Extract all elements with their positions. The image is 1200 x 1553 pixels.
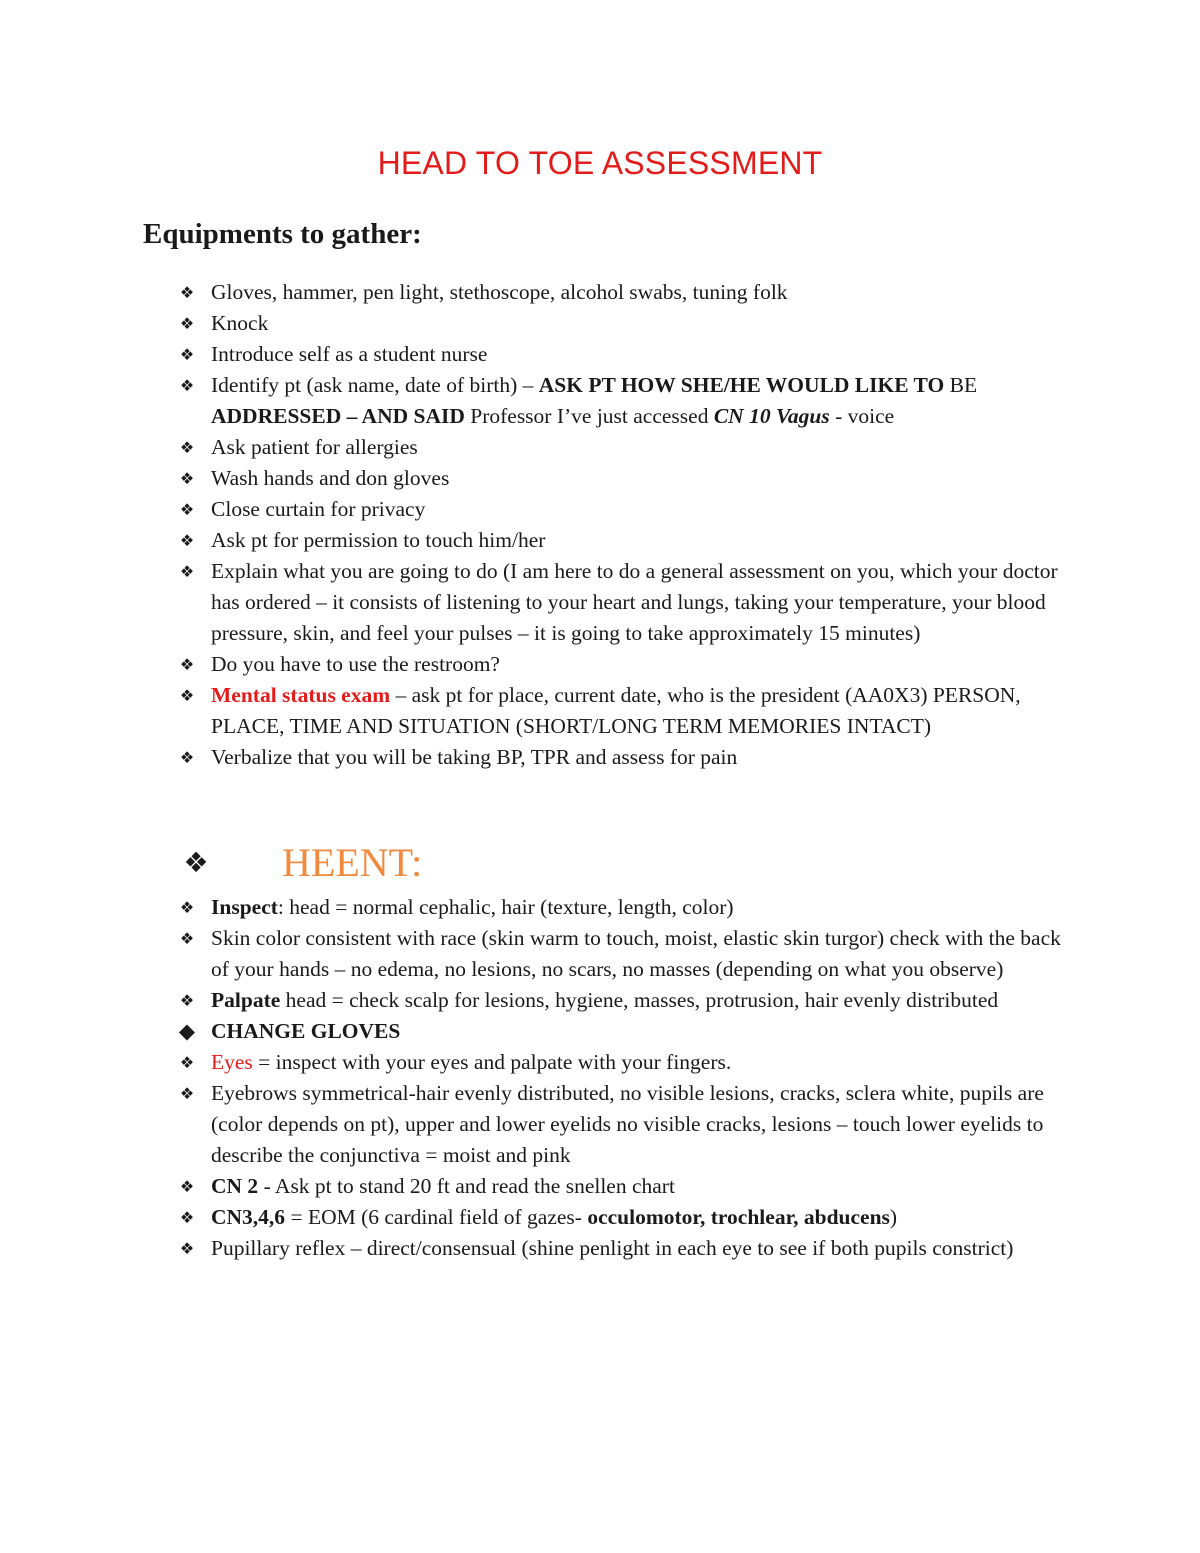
list-item-text: Professor I’ve just accessed (464, 404, 714, 428)
list-item (176, 892, 1076, 923)
list-item (176, 339, 1076, 370)
list-item-text: - voice (829, 404, 895, 428)
diamond-bullet-icon: ❖ (179, 345, 195, 364)
list-item-text: : head = normal cephalic, hair (texture, length, color) (277, 895, 734, 919)
list-item-text: Gloves, hammer, pen light, stethoscope, alcohol swabs, tuning folk (211, 280, 788, 304)
list-item (176, 494, 1076, 525)
list-item (176, 556, 1076, 649)
list-item (176, 370, 1076, 432)
list-item (176, 308, 1076, 339)
list-item-bold-text: occulomotor, trochlear, abducens (587, 1205, 890, 1229)
heent-heading: HEENT: (282, 840, 423, 885)
list-item-bold-text: Palpate (211, 988, 281, 1012)
list-item-text: Introduce self as a student nurse (211, 342, 488, 366)
equipment-list (176, 277, 1076, 773)
diamond-bullet-icon: ❖ (179, 562, 195, 581)
list-item-emphasis: CN 10 Vagus (713, 404, 830, 428)
list-item-text: Do you have to use the restroom? (211, 652, 500, 676)
solid-diamond-bullet-icon: ◆ (178, 1019, 196, 1043)
list-item-text: Explain what you are going to do (I am here to do a general assessment on you, which your doctor has ordered – it consists of listening to your heart and lungs, taking your temperature, your blood pressure, skin, and feel your pulses – it is going to take approximately 15 minutes) (211, 559, 1058, 645)
diamond-bullet-icon: ❖ (179, 283, 195, 302)
list-item-text: Wash hands and don gloves (211, 466, 450, 490)
list-item-text: Knock (211, 311, 269, 335)
list-item-text: – ask pt for place, current date, who is the president (AA0X3) PERSON, PLACE, TIME AND SITUATION (SHORT/LONG TERM MEMORIES INTACT) (211, 683, 1021, 738)
diamond-bullet-icon: ❖ (179, 1239, 195, 1258)
list-item-bold-text: CN3,4,6 (211, 1205, 286, 1229)
diamond-bullet-icon: ❖ (179, 991, 195, 1010)
list-item-text: = inspect with your eyes and palpate with your fingers. (252, 1050, 732, 1074)
diamond-bullet-icon: ❖ (179, 1053, 195, 1072)
diamond-bullet-icon: ❖ (179, 655, 195, 674)
diamond-bullet-icon: ❖ (179, 686, 195, 705)
diamond-bullet-icon: ❖ (179, 748, 195, 767)
list-item (176, 463, 1076, 494)
heent-list (176, 892, 1076, 1264)
list-item (176, 649, 1076, 680)
list-item (176, 742, 1076, 773)
diamond-bullet-icon: ❖ (179, 1208, 195, 1227)
list-item (176, 680, 1076, 742)
list-item (176, 1202, 1076, 1233)
list-item-bold-text: ASK PT HOW SHE/HE WOULD LIKE TO (538, 373, 950, 397)
list-item-text: Close curtain for privacy (211, 497, 426, 521)
list-item-text: Ask patient for allergies (211, 435, 418, 459)
diamond-bullet-icon: ❖ (183, 846, 209, 879)
list-item-text: Ask pt for permission to touch him/her (211, 528, 546, 552)
list-item-text: Eyebrows symmetrical-hair evenly distributed, no visible lesions, cracks, sclera white, pupils are (color depends on pt), upper and lower eyelids no visible cracks, lesions – touch lower eyelids to describe the conjunctiva = moist and pink (211, 1081, 1044, 1167)
diamond-bullet-icon: ❖ (179, 314, 195, 333)
list-item-bold-text: Inspect (211, 895, 278, 919)
page-title: HEAD TO TOE ASSESSMENT (377, 145, 823, 181)
list-item-text: head = check scalp for lesions, hygiene, masses, protrusion, hair evenly distributed (280, 988, 999, 1012)
list-item (176, 1171, 1076, 1202)
list-item (176, 1047, 1076, 1078)
list-item-text: Pupillary reflex – direct/consensual (shine penlight in each eye to see if both pupils constrict) (211, 1236, 1014, 1260)
list-item-text: Skin color consistent with race (skin warm to touch, moist, elastic skin turgor) check with the back of your hands – no edema, no lesions, no scars, no masses (depending on what you observe) (211, 926, 1061, 981)
diamond-bullet-icon: ❖ (179, 929, 195, 948)
list-item-text: Identify pt (ask name, date of birth) – (211, 373, 539, 397)
diamond-bullet-icon: ❖ (179, 438, 195, 457)
list-item (176, 1233, 1076, 1264)
list-item (176, 923, 1076, 985)
list-item (176, 432, 1076, 463)
equipment-heading: Equipments to gather: (143, 218, 422, 250)
mental-status-label: Mental status exam (211, 683, 391, 707)
change-gloves-label: CHANGE GLOVES (211, 1019, 401, 1043)
list-item-text: Verbalize that you will be taking BP, TPR and assess for pain (211, 745, 738, 769)
eyes-label: Eyes (211, 1050, 253, 1074)
diamond-bullet-icon: ❖ (179, 898, 195, 917)
list-item (176, 1078, 1076, 1171)
list-item-text: - Ask pt to stand 20 ft and read the snellen chart (258, 1174, 675, 1198)
diamond-bullet-icon: ❖ (179, 1084, 195, 1103)
list-item (176, 985, 1076, 1016)
list-item-text: ) (889, 1205, 898, 1229)
list-item (176, 525, 1076, 556)
diamond-bullet-icon: ❖ (179, 469, 195, 488)
list-item-text: = EOM (6 cardinal field of gazes- (285, 1205, 588, 1229)
diamond-bullet-icon: ❖ (179, 376, 195, 395)
list-item-bold-text: CN 2 (211, 1174, 259, 1198)
list-item-text: BE (949, 373, 978, 397)
diamond-bullet-icon: ❖ (179, 1177, 195, 1196)
diamond-bullet-icon: ❖ (179, 500, 195, 519)
diamond-bullet-icon: ❖ (179, 531, 195, 550)
list-item (176, 1016, 1076, 1047)
list-item-bold-text: ADDRESSED – AND SAID (211, 404, 465, 428)
list-item (176, 277, 1076, 308)
